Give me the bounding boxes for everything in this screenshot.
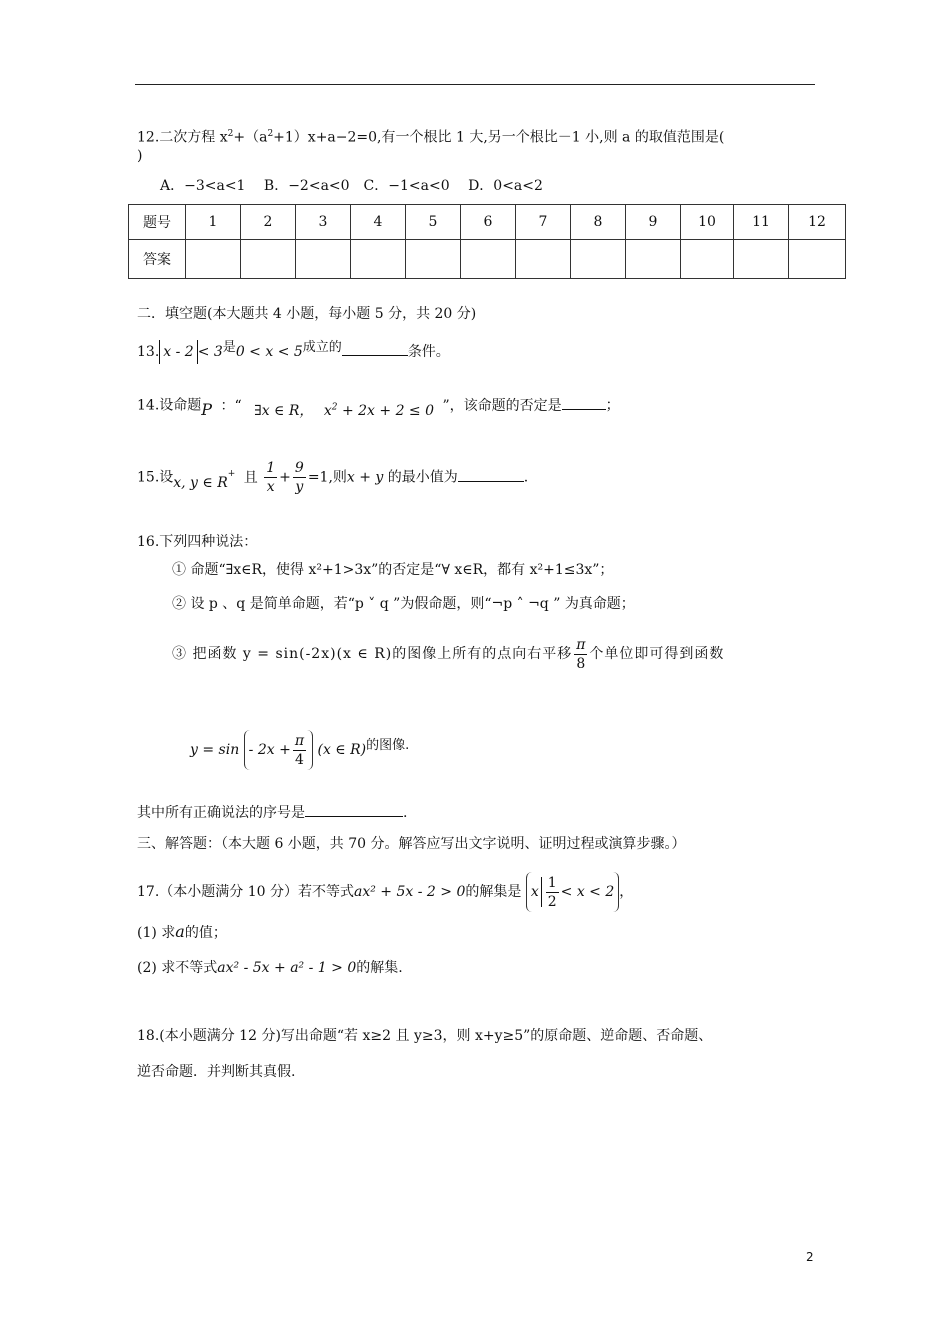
section2-heading: 二．填空题(本大题共 4 小题，每小题 5 分，共 20 分) xyxy=(137,306,477,322)
table-cell: 5 xyxy=(406,205,461,240)
q16-item2: ② 设 p 、q 是简单命题，若“p ˅ q ”为假命题，则“¬p ˄ ¬q ” 为真命题； xyxy=(172,596,635,612)
q18-line1: 18.(本小题满分 12 分)写出命题“若 x≥2 且 y≥3，则 x+y≥5”的原命题、逆命题、否命题、 xyxy=(137,1028,713,1044)
answer-cell[interactable] xyxy=(241,240,296,279)
answer-table xyxy=(128,204,846,279)
page-number: 2 xyxy=(806,1250,814,1264)
q16-item1: ① 命题“∃x∈R，使得 x²+1>3x”的否定是“∀ x∈R，都有 x²+1≤3x”； xyxy=(172,562,614,578)
fraction-1-over-x: $\frac{1}{x}$ xyxy=(266,460,276,496)
section3-heading: 三、解答题：（本大题 6 小题，共 70 分。解答应写出文字说明、证明过程或演算步骤。） xyxy=(137,836,686,852)
fraction-pi-over-4: $\frac{\pi}{4}$ xyxy=(294,732,305,768)
table-cell: 10 xyxy=(681,205,734,240)
answer-cell[interactable] xyxy=(681,240,734,279)
q18-line2: 逆否命题．并判断其真假. xyxy=(137,1064,296,1080)
q14-blank[interactable] xyxy=(562,395,606,410)
q14: 14.设命题P ：“ ∃x ∈ R， $x^2 + 2x + 2 \le 0$ ”，该命题的否定是 ； xyxy=(137,392,620,416)
table-cell: 8 xyxy=(571,205,626,240)
q15: 15.设x, y ∈ R+ 且 $\frac{1}{x}$ + $\frac{9}{y}$ =1,则x + y 的最小值为 . xyxy=(137,460,529,496)
q17: 17.（本小题满分 10 分）若不等式ax² + 5x - 2 > 0的解集是 x $\frac{1}{2}$ < x < 2 ， xyxy=(137,872,633,912)
table-cell: 答案 xyxy=(129,240,186,279)
answer-cell[interactable] xyxy=(789,240,846,279)
table-cell: 4 xyxy=(351,205,406,240)
q12-stem: 12.二次方程 $x^2+(a^2+1)x+a-2=0$,有一个根比 1 大,另一个根比－1 小,则 a 的取值范围是( xyxy=(137,129,725,146)
answer-cell[interactable] xyxy=(626,240,681,279)
q12-options: A．−3<a<1 B．−2<a<0 C．−1<a<0 D．0<a<2 xyxy=(160,178,543,194)
answer-cell[interactable] xyxy=(734,240,789,279)
table-cell: 题号 xyxy=(129,205,186,240)
q13: 13. x - 2 < 3是0 < x < 5成立的 条件。 xyxy=(137,340,450,364)
answer-cell[interactable] xyxy=(186,240,241,279)
table-cell: 1 xyxy=(186,205,241,240)
table-cell: 12 xyxy=(789,205,846,240)
fraction-half: $\frac{1}{2}$ xyxy=(547,874,557,910)
table-cell: 11 xyxy=(734,205,789,240)
fraction-pi-over-8: $\frac{\pi}{8}$ xyxy=(576,636,586,672)
q16-blank[interactable] xyxy=(305,802,403,817)
q16-conclusion: 其中所有正确说法的序号是 . xyxy=(137,802,407,823)
answer-cell[interactable] xyxy=(351,240,406,279)
answer-cell[interactable] xyxy=(571,240,626,279)
q13-blank[interactable] xyxy=(342,341,408,356)
q12-stem-end: ) xyxy=(137,148,143,164)
table-cell: 7 xyxy=(516,205,571,240)
table-cell: 2 xyxy=(241,205,296,240)
table-row xyxy=(129,205,846,240)
fraction-9-over-y: $\frac{9}{y}$ xyxy=(294,460,304,496)
q17-part1: (1) 求a的值； xyxy=(137,922,227,941)
answer-cell[interactable] xyxy=(461,240,516,279)
q16-item3: ③ 把函数 y = sin(-2x)(x ∈ R)的图像上所有的点向右平移 $\frac{\pi}{8}$ 个单位即可得到函数 xyxy=(172,636,725,672)
q17-part2: (2) 求不等式ax² - 5x + a² - 1 > 0的解集. xyxy=(137,960,403,976)
header-rule xyxy=(135,84,815,85)
answer-cell[interactable] xyxy=(296,240,351,279)
answer-cell[interactable] xyxy=(516,240,571,279)
answer-cell[interactable] xyxy=(406,240,461,279)
q16-item3-cont: y = sin - 2x + $\frac{\pi}{4}$ (x ∈ R)的图像. xyxy=(190,728,409,773)
table-cell: 6 xyxy=(461,205,516,240)
table-row xyxy=(129,240,846,279)
q16-lead: 16.下列四种说法： xyxy=(137,534,258,550)
table-cell: 9 xyxy=(626,205,681,240)
q15-blank[interactable] xyxy=(458,467,524,482)
table-cell: 3 xyxy=(296,205,351,240)
